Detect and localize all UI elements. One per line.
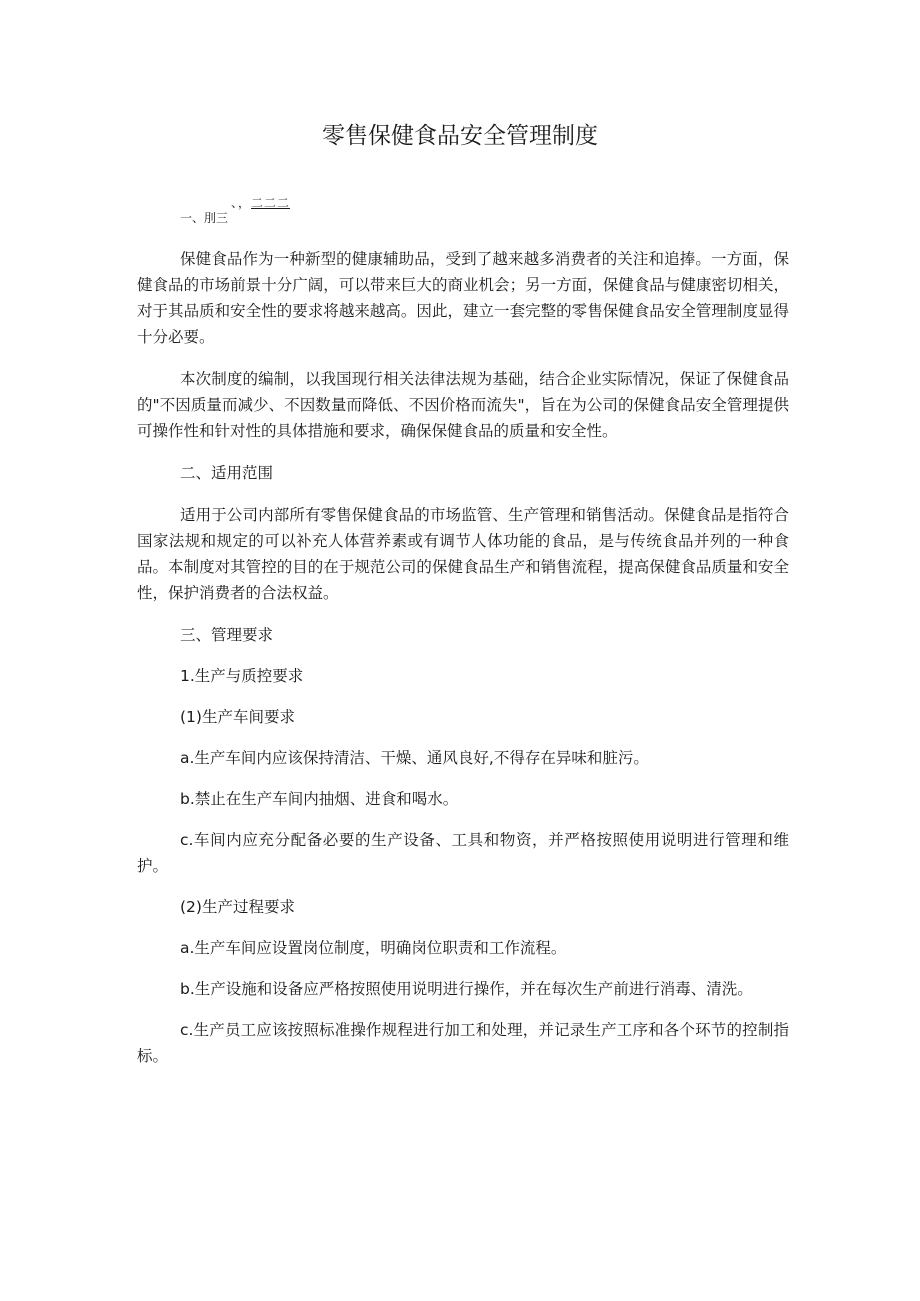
subsection-workshop: (1)生产车间要求: [180, 708, 295, 726]
scope-paragraph: 适用于公司内部所有零售保健食品的市场监管、生产管理和销售活动。保健食品是指符合国家法规和规定的可以补充人体营养素或有调节人体功能的食品，是与传统食品并列的一种食品。本制度对其管控的目的在于规范公司的保健食品生产和销售流程，提高保健食品质量和安全性，保护消费者的合法权益。: [137, 506, 789, 602]
page-title: 零售保健食品安全管理制度: [322, 123, 598, 149]
item-workshop-b: b.禁止在生产车间内抽烟、进食和喝水。: [180, 790, 459, 808]
subsection-process: (2)生产过程要求: [180, 898, 295, 916]
header-garbled-line-1: [231, 196, 290, 210]
document-body: [137, 246, 789, 1084]
header-garbled-line-2: 一、刖三: [180, 211, 229, 225]
item-process-c: c.生产员工应该按照标准操作规程进行加工和处理，并记录生产工序和各个环节的控制指标。: [137, 1021, 789, 1065]
section-heading-requirements: 三、管理要求: [180, 626, 274, 644]
item-process-a: a.生产车间应设置岗位制度，明确岗位职责和工作流程。: [180, 939, 567, 957]
garbled-underlined-text: 二二二: [251, 196, 291, 210]
intro-paragraph-2: 本次制度的编制，以我国现行相关法律法规为基础，结合企业实际情况，保证了保健食品的"不因质量而减少、不因数量而降低、不因价格而流失"，旨在为公司的保健食品安全管理提供可操作性和针对性的具体措施和要求，确保保健食品的质量和安全性。: [137, 370, 789, 440]
subsection-production-quality: 1.生产与质控要求: [180, 667, 304, 685]
intro-paragraph-1: 保健食品作为一种新型的健康辅助品，受到了越来越多消费者的关注和追捧。一方面，保健食品的市场前景十分广阔，可以带来巨大的商业机会；另一方面，保健食品与健康密切相关，对于其品质和安全性的要求将越来越高。因此，建立一套完整的零售保健食品安全管理制度显得十分必要。: [137, 250, 789, 346]
garbled-punctuation: 、，: [231, 196, 252, 210]
item-process-b: b.生产设施和设备应严格按照使用说明进行操作，并在每次生产前进行消毒、清洗。: [180, 980, 753, 998]
section-heading-scope: 二、适用范围: [180, 464, 274, 482]
item-workshop-c: c.车间内应充分配备必要的生产设备、工具和物资，并严格按照使用说明进行管理和维护。: [137, 831, 789, 875]
item-workshop-a: a.生产车间内应该保持清洁、干燥、通风良好,不得存在异味和脏污。: [180, 749, 649, 767]
